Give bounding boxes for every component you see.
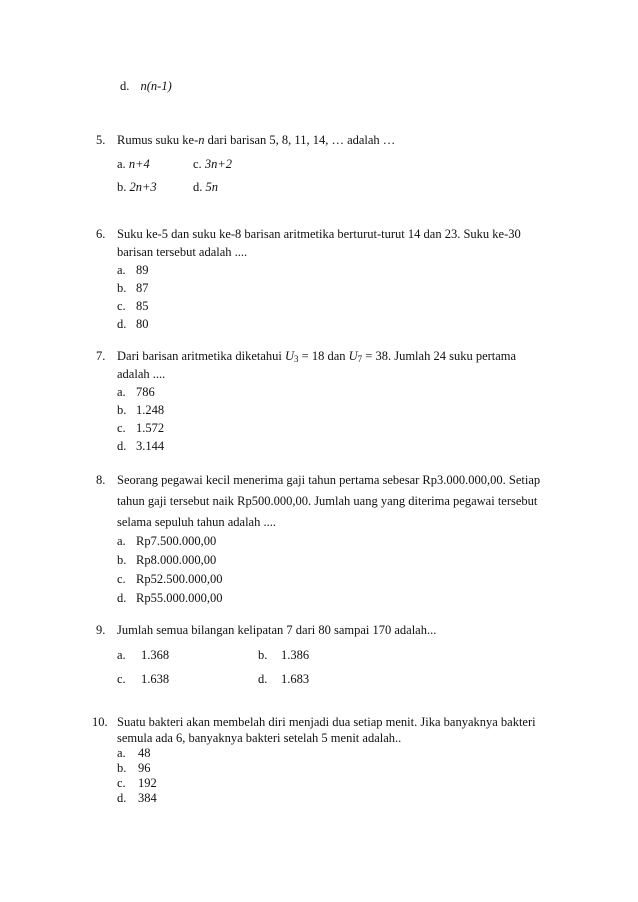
option-value: 80 [136, 317, 149, 331]
option-label: b. [117, 553, 127, 567]
q5-option-a [117, 157, 150, 172]
option-label: d. [117, 317, 127, 331]
option-value: 96 [138, 761, 151, 775]
option-label: b. [117, 281, 127, 295]
option-label: b. [117, 761, 127, 775]
option-value: 1.386 [281, 648, 310, 662]
q6-line-2: barisan tersebut adalah .... [117, 245, 248, 259]
q5-option-c [193, 157, 232, 172]
q7-u7-sub: 7 [357, 354, 363, 364]
option-label: a. [117, 157, 126, 171]
q8-line-3: selama sepuluh tahun adalah .... [117, 515, 276, 529]
option-label: b. [258, 648, 268, 662]
q5-stem-a: Rumus suku ke- [117, 133, 199, 147]
q7-u3-sub: 3 [294, 354, 299, 364]
option-value: Rp7.500.000,00 [136, 534, 217, 548]
option-value: 1.683 [281, 672, 310, 686]
option-value: 5n [205, 180, 218, 194]
option-label: c. [117, 299, 126, 313]
option-value: 1.248 [136, 403, 165, 417]
option-value: Rp52.500.000,00 [136, 572, 223, 586]
option-value: 3n+2 [204, 157, 232, 171]
q5-stem-b: dari barisan 5, 8, 11, 14, … adalah … [204, 133, 396, 147]
q4-option-d [120, 79, 172, 94]
q7-u7-eq: = 38. Jumlah 24 suku pertama [362, 349, 517, 363]
q8-line-1: Seorang pegawai kecil menerima gaji tahun pertama sebesar Rp3.000.000,00. Setiap [117, 473, 541, 487]
option-value: 89 [136, 263, 149, 277]
q7-line-1 [117, 349, 516, 364]
q7-text: Dari barisan aritmetika diketahui [117, 349, 285, 363]
option-label: c. [117, 572, 126, 586]
option-label: a. [117, 534, 126, 548]
q4-option-d-text: n(n-1) [140, 79, 172, 93]
q6-line-1: Suku ke-5 dan suku ke-8 barisan aritmetika berturut-turut 14 dan 23. Suku ke-30 [117, 227, 521, 241]
q10-line-2: semula ada 6, banyaknya bakteri setelah 5 menit adalah.. [117, 731, 402, 745]
option-label: d. [117, 439, 127, 453]
q7-u3-var: U [285, 349, 295, 363]
option-label: d. [258, 672, 268, 686]
option-value: 87 [136, 281, 149, 295]
q9-line-1: Jumlah semua bilangan kelipatan 7 dari 80 sampai 170 adalah... [117, 623, 437, 637]
q7-u3-eq: = 18 dan [298, 349, 349, 363]
option-label: c. [193, 157, 202, 171]
option-label: a. [117, 385, 126, 399]
q8-line-2: tahun gaji tersebut naik Rp500.000,00. Jumlah uang yang diterima pegawai tersebut [117, 494, 538, 508]
option-label: c. [117, 672, 126, 686]
option-value: 2n+3 [129, 180, 157, 194]
option-value: Rp55.000.000,00 [136, 591, 223, 605]
q5-stem [117, 133, 395, 148]
q5-stem-var: n [198, 133, 205, 147]
q10-line-1: Suatu bakteri akan membelah diri menjadi dua setiap menit. Jika banyaknya bakteri [117, 715, 536, 729]
option-value: Rp8.000.000,00 [136, 553, 217, 567]
option-label: a. [117, 746, 126, 760]
q9-number: 9. [96, 623, 106, 637]
option-label: b. [117, 180, 127, 194]
option-label: d. [193, 180, 203, 194]
q6-number: 6. [96, 227, 106, 241]
q7-number: 7. [96, 349, 106, 363]
q10-number: 10. [92, 715, 108, 729]
q4-option-d-label: d. [120, 79, 130, 93]
q5-option-d [193, 180, 218, 195]
option-value: 1.572 [136, 421, 165, 435]
option-value: 384 [138, 791, 157, 805]
option-label: b. [117, 403, 127, 417]
q8-number: 8. [96, 473, 106, 487]
option-label: d. [117, 791, 127, 805]
q5-option-b [117, 180, 157, 195]
option-label: d. [117, 591, 127, 605]
option-value: 3.144 [136, 439, 165, 453]
option-value: 85 [136, 299, 149, 313]
q7-line-2: adalah .... [117, 367, 166, 381]
option-value: n+4 [128, 157, 150, 171]
option-value: 786 [136, 385, 155, 399]
q7-u7-var: U [348, 349, 358, 363]
option-label: c. [117, 776, 126, 790]
option-value: 1.368 [141, 648, 170, 662]
option-value: 1.638 [141, 672, 170, 686]
q5-number: 5. [96, 133, 106, 147]
option-label: a. [117, 648, 126, 662]
option-value: 48 [138, 746, 151, 760]
option-label: a. [117, 263, 126, 277]
option-label: c. [117, 421, 126, 435]
option-value: 192 [138, 776, 157, 790]
